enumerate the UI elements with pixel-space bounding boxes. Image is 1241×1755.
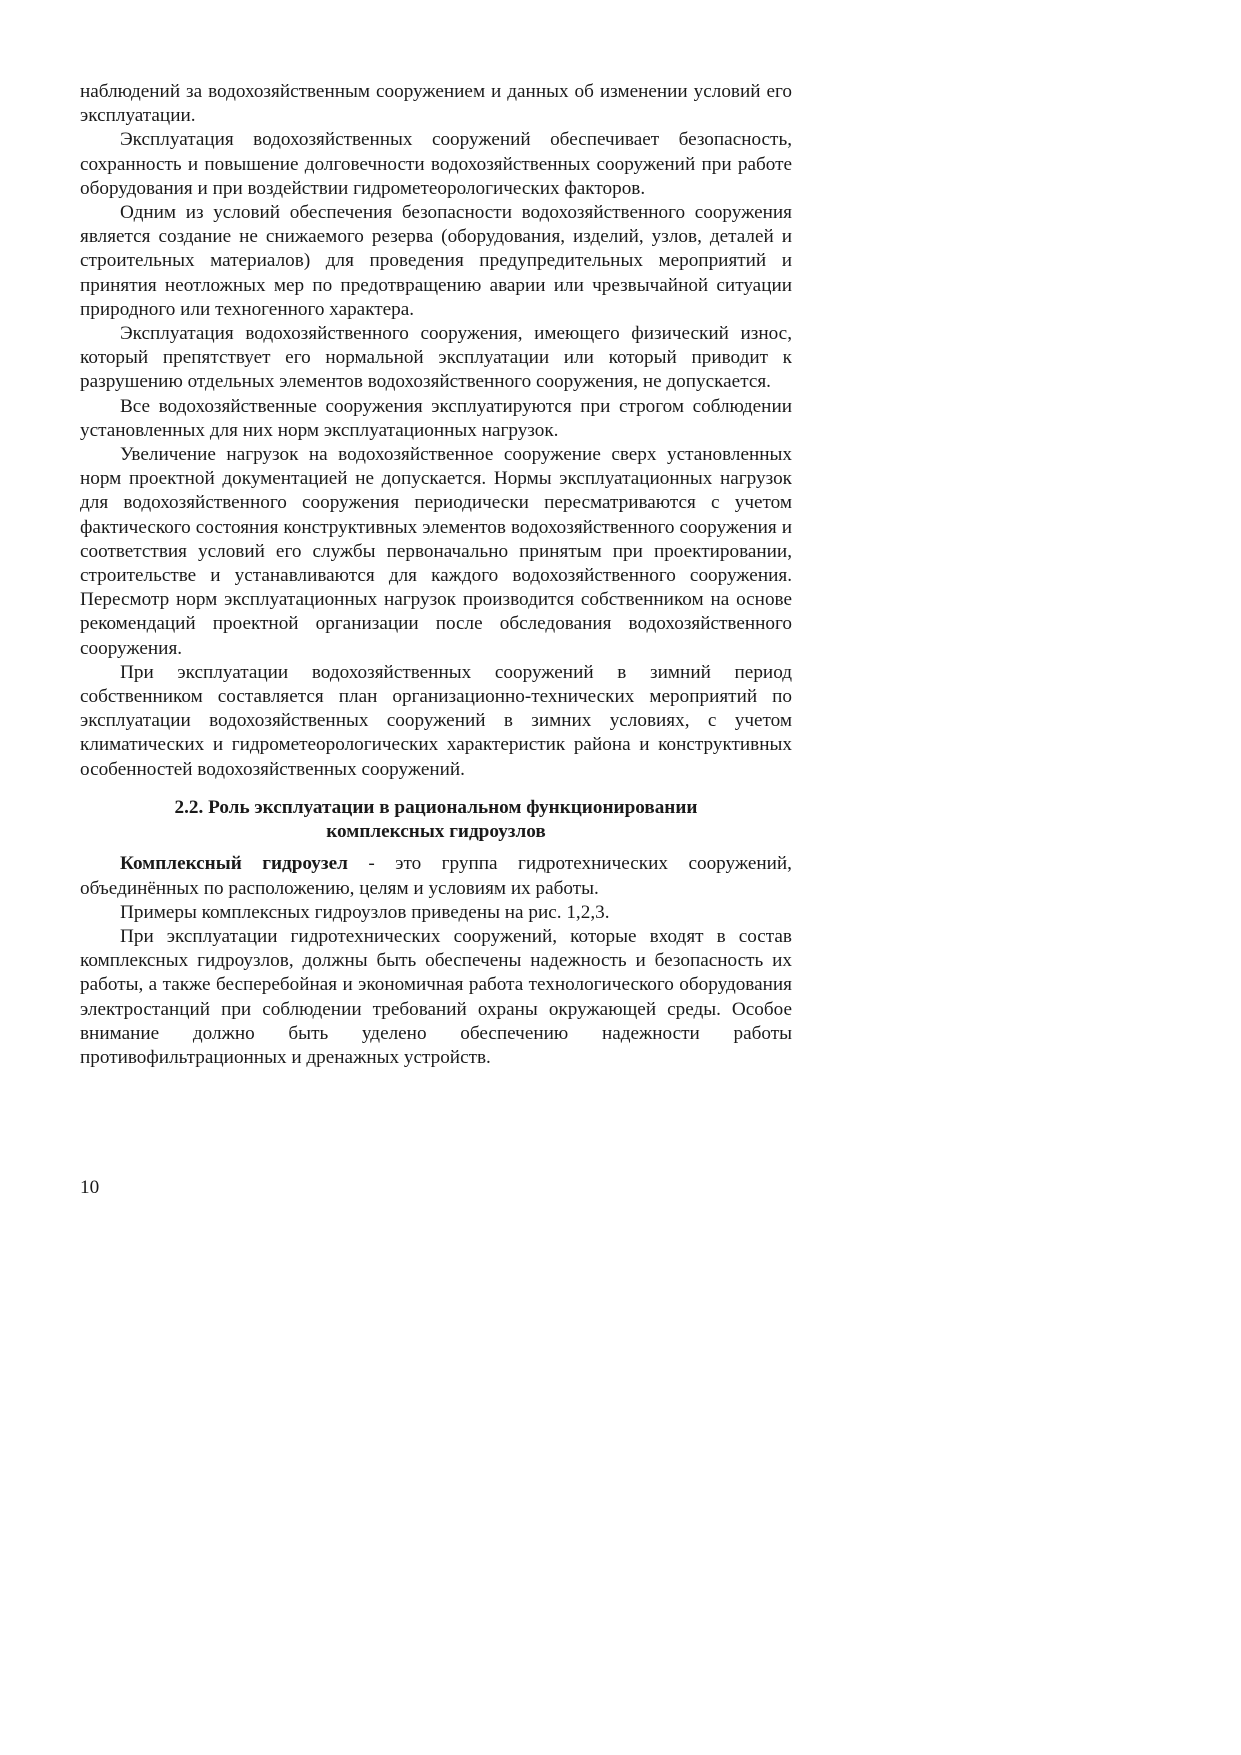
paragraph-load-increase: Увеличение нагрузок на водохозяйственное сооружение сверх установленных норм проектной документацией не допускается. Нормы эксплуатационных нагрузок для водохозяйственного сооружения периодически пересматриваются с учетом фактического состояния конструктивных элементов водохозяйственного сооружения и соответствия условий его службы первоначально принятым при проектировании, строительстве и устанавливаются для каждого водохозяйственного сооружения. Пересмотр норм эксплуатационных нагрузок производится собственником на основе рекомендаций проектной организации после обследования водохозяйственного сооружения. [80, 444, 792, 659]
definition-term: Комплексный гидроузел [120, 853, 348, 875]
section-heading-line-1: 2.2. Роль эксплуатации в рациональном функционировании [174, 796, 698, 818]
paragraph-wear: Эксплуатация водохозяйственного сооружения, имеющего физический износ, который препятствует его нормальной эксплуатации или который приводит к разрушению отдельных элементов водохозяйственного сооружения, не допускается. [80, 323, 792, 393]
paragraph-intro-continuation: наблюдений за водохозяйственным сооружением и данных об изменении условий его эксплуатации. [80, 81, 792, 127]
paragraph-operation-safety: Эксплуатация водохозяйственных сооружений обеспечивает безопасность, сохранность и повышение долговечности водохозяйственных сооружений при работе оборудования и при воздействии гидрометеорологических факторов. [80, 129, 792, 199]
page-number: 10 [80, 1177, 100, 1198]
document-page [80, 80, 792, 1070]
paragraph-winter-operation: При эксплуатации водохозяйственных сооружений в зимний период собственником составляется план организационно-технических мероприятий по эксплуатации водохозяйственных сооружений в зимних условиях, с учетом климатических и гидрометеорологических характеристик района и конструктивных особенностей водохозяйственных сооружений. [80, 661, 792, 780]
definition-text: - это группа гидротехнических сооружений, объединённых по расположению, целям и условиям их работы. [80, 853, 792, 899]
paragraph-definition [80, 852, 792, 900]
section-heading [80, 796, 792, 844]
paragraph-reliability: При эксплуатации гидротехнических сооружений, которые входят в состав комплексных гидроузлов, должны быть обеспечены надежность и безопасность их работы, а также бесперебойная и экономичная работа технологического оборудования электростанций при соблюдении требований охраны окружающей среды. Особое внимание должно быть уделено обеспечению надежности работы противофильтрационных и дренажных устройств. [80, 925, 792, 1068]
section-heading-line-2: комплексных гидроузлов [326, 821, 546, 843]
paragraph-reserve: Одним из условий обеспечения безопасности водохозяйственного сооружения является создание не снижаемого резерва (оборудования, изделий, узлов, деталей и строительных материалов) для проведения предупредительных мероприятий и принятия неотложных мер по предотвращению аварии или чрезвычайной ситуации природного или техногенного характера. [80, 202, 792, 320]
paragraph-load-norms: Все водохозяйственные сооружения эксплуатируются при строгом соблюдении установленных для них норм эксплуатационных нагрузок. [80, 395, 792, 441]
paragraph-examples: Примеры комплексных гидроузлов приведены на рис. 1,2,3. [120, 901, 610, 923]
